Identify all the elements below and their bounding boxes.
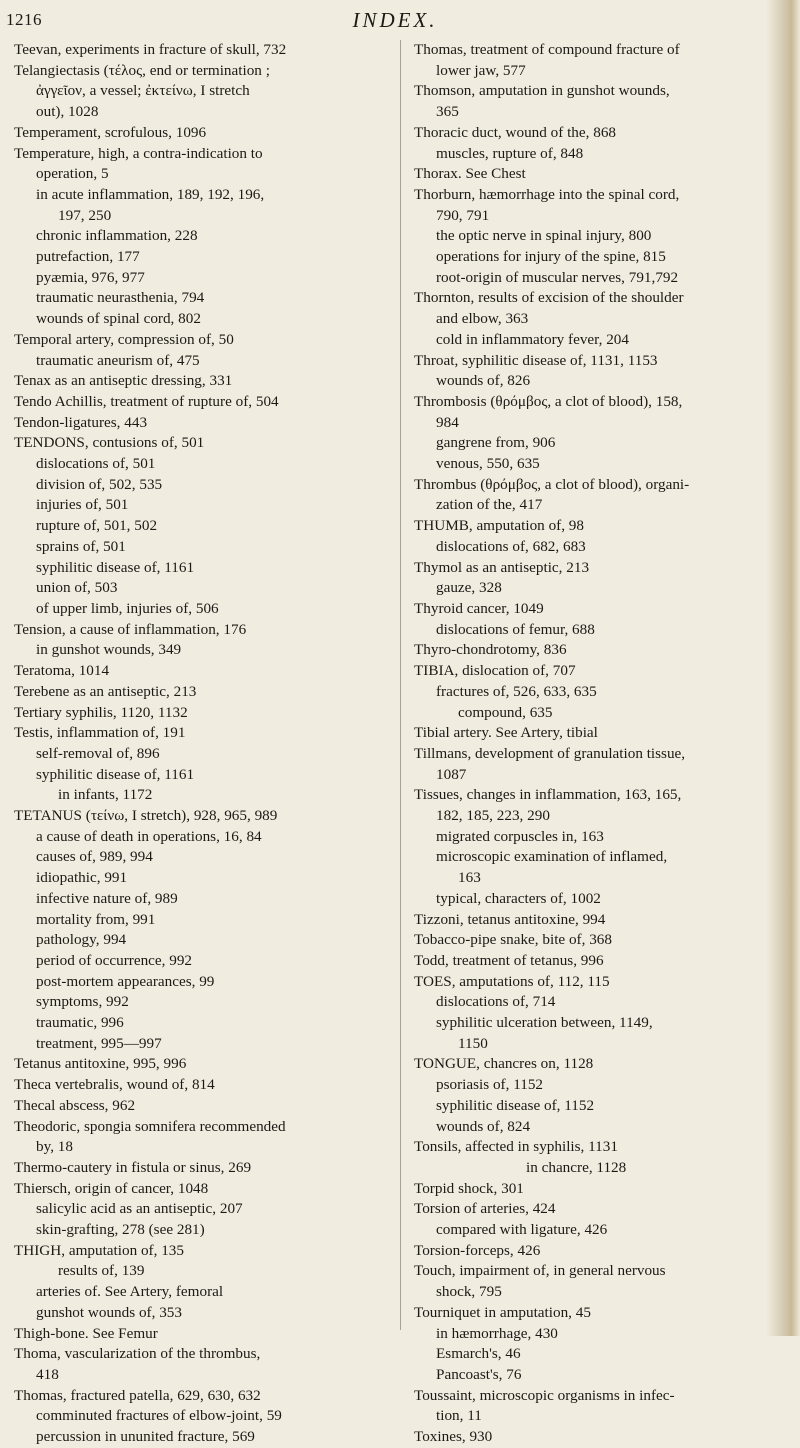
index-entry: lower jaw, 577: [436, 61, 526, 79]
index-entry: Throat, syphilitic disease of, 1131, 1153: [414, 351, 658, 369]
index-entry: Thiersch, origin of cancer, 1048: [14, 1179, 209, 1197]
index-entry: Tillmans, development of granulation tissue,: [414, 744, 686, 762]
index-entry: results of, 139: [58, 1262, 145, 1280]
index-entry: wounds of, 824: [436, 1117, 531, 1135]
index-entry: Thomas, treatment of compound fracture of: [414, 41, 680, 58]
index-entry: THUMB, amputation of, 98: [414, 517, 584, 535]
index-entry: pathology, 994: [36, 931, 127, 949]
index-entry: injuries of, 501: [36, 496, 129, 514]
index-entry: in hæmorrhage, 430: [436, 1324, 558, 1342]
index-entry: Pancoast's, 76: [436, 1366, 522, 1383]
index-entry: Thoracic duct, wound of the, 868: [414, 123, 617, 141]
index-entry: shock, 795: [436, 1283, 502, 1301]
index-entry: 984: [436, 413, 459, 431]
index-entry: operations for injury of the spine, 815: [436, 248, 666, 266]
index-entry: TOES, amputations of, 112, 115: [414, 972, 610, 990]
index-entry: compound, 635: [458, 703, 553, 721]
index-entry: Toxines, 930: [414, 1428, 493, 1446]
index-entry: dislocations of, 714: [436, 993, 556, 1011]
index-entry: Teevan, experiments in fracture of skull, 732: [14, 41, 287, 58]
index-entry: mortality from, 991: [36, 910, 156, 928]
index-entry: pyæmia, 976, 977: [36, 268, 145, 286]
page-title: INDEX.: [352, 8, 438, 32]
index-entry: 365: [436, 103, 459, 121]
index-entry: Terebene as an antiseptic, 213: [14, 682, 197, 700]
index-entry: migrated corpuscles in, 163: [436, 827, 604, 845]
index-entry: zation of the, 417: [436, 496, 543, 514]
index-entry: compared with ligature, 426: [436, 1221, 608, 1239]
index-entry: symptoms, 992: [36, 993, 129, 1011]
index-entry: post-mortem appearances, 99: [36, 972, 215, 990]
index-entry: Torsion-forceps, 426: [414, 1241, 541, 1259]
index-entry: Tibial artery. See Artery, tibial: [414, 724, 598, 742]
column-divider: [400, 40, 401, 1330]
index-entry: muscles, rupture of, 848: [436, 144, 584, 162]
index-entry: out), 1028: [36, 103, 99, 121]
index-entry: typical, characters of, 1002: [436, 889, 601, 907]
index-entry: TONGUE, chancres on, 1128: [414, 1055, 594, 1073]
index-entry: dislocations of femur, 688: [436, 620, 595, 638]
page-number: 1216: [6, 10, 42, 29]
index-entry: 163: [458, 869, 481, 887]
index-entry: skin-grafting, 278 (see 281): [36, 1221, 205, 1239]
index-entry: Teratoma, 1014: [14, 662, 110, 680]
index-entry: chronic inflammation, 228: [36, 227, 198, 245]
index-entry: Thecal abscess, 962: [14, 1096, 136, 1114]
index-entry: Thrombosis (θρόμβος, a clot of blood), 158,: [414, 392, 683, 410]
index-entry: a cause of death in operations, 16, 84: [36, 827, 262, 845]
binding-edge: [766, 0, 800, 1336]
index-entry: rupture of, 501, 502: [36, 517, 158, 535]
index-entry: ἀγγεῖον, a vessel; ἐκτείνω, I stretch: [36, 82, 250, 100]
index-entry: 1087: [436, 765, 467, 783]
index-entry: idiopathic, 991: [36, 869, 128, 887]
running-head: [0, 8, 760, 38]
index-entry: Temperament, scrofulous, 1096: [14, 123, 207, 141]
index-entry: Thyro-chondrotomy, 836: [414, 641, 567, 659]
index-entry: venous, 550, 635: [436, 455, 540, 473]
index-entry: TETANUS (τείνω, I stretch), 928, 965, 989: [14, 807, 278, 825]
index-entry: putrefaction, 177: [36, 248, 140, 266]
index-entry: Thorax. See Chest: [414, 165, 526, 183]
index-entry: dislocations of, 501: [36, 455, 156, 473]
index-entry: THIGH, amputation of, 135: [14, 1241, 184, 1259]
index-entry: Temporal artery, compression of, 50: [14, 330, 234, 348]
index-entry: Thrombus (θρόμβος, a clot of blood), organi-: [414, 475, 690, 493]
index-entry: 418: [36, 1366, 59, 1383]
index-entry: comminuted fractures of elbow-joint, 59: [36, 1407, 282, 1425]
index-entry: division of, 502, 535: [36, 475, 163, 493]
index-entry: self-removal of, 896: [36, 744, 160, 762]
index-entry: Tissues, changes in inflammation, 163, 165,: [414, 786, 682, 804]
index-entry: operation, 5: [36, 165, 109, 183]
index-entry: 197, 250: [58, 206, 112, 224]
index-entry: wounds of, 826: [436, 372, 531, 390]
index-entry: 790, 791: [436, 206, 490, 224]
index-entry: syphilitic disease of, 1152: [436, 1096, 595, 1114]
index-entry: traumatic, 996: [36, 1014, 124, 1032]
index-entry: Thermo-cautery in fistula or sinus, 269: [14, 1158, 252, 1176]
index-entry: salicylic acid as an antiseptic, 207: [36, 1200, 243, 1218]
index-entry: traumatic neurasthenia, 794: [36, 289, 205, 307]
index-entry: period of occurrence, 992: [36, 951, 193, 969]
index-entry: percussion in ununited fracture, 569: [36, 1428, 255, 1446]
index-entry: tion, 11: [436, 1407, 482, 1425]
index-entry: in acute inflammation, 189, 192, 196,: [36, 185, 265, 203]
index-entry: fractures of, 526, 633, 635: [436, 682, 597, 700]
index-entry: Testis, inflammation of, 191: [14, 724, 186, 742]
index-entry: Tertiary syphilis, 1120, 1132: [14, 703, 188, 721]
index-entry: treatment, 995—997: [36, 1034, 162, 1052]
index-entry: Thymol as an antiseptic, 213: [414, 558, 590, 576]
index-entry: Telangiectasis (τέλος, end or termination ;: [14, 61, 270, 79]
index-entry: Tonsils, affected in syphilis, 1131: [414, 1138, 618, 1156]
index-entry: syphilitic disease of, 1161: [36, 558, 195, 576]
index-entry: TIBIA, dislocation of, 707: [414, 662, 576, 680]
index-entry: Tetanus antitoxine, 995, 996: [14, 1055, 187, 1073]
index-entry: arteries of. See Artery, femoral: [36, 1283, 224, 1301]
index-entry: Tizzoni, tetanus antitoxine, 994: [414, 910, 606, 928]
index-entry: Tension, a cause of inflammation, 176: [14, 620, 247, 638]
index-entry: cold in inflammatory fever, 204: [436, 330, 629, 348]
index-entry: 182, 185, 223, 290: [436, 807, 550, 825]
index-entry: Theodoric, spongia somnifera recommended: [14, 1117, 286, 1135]
index-entry: syphilitic ulceration between, 1149,: [436, 1014, 653, 1032]
index-entry: 1150: [458, 1034, 488, 1052]
index-entry: Torpid shock, 301: [414, 1179, 524, 1197]
index-entry: causes of, 989, 994: [36, 848, 153, 866]
index-column-left: [14, 40, 394, 1448]
index-entry: root-origin of muscular nerves, 791,792: [436, 268, 679, 286]
index-entry: infective nature of, 989: [36, 889, 178, 907]
index-entry: Tourniquet in amputation, 45: [414, 1303, 591, 1321]
index-entry: wounds of spinal cord, 802: [36, 310, 201, 328]
index-entry: gauze, 328: [436, 579, 502, 597]
index-entry: Thomson, amputation in gunshot wounds,: [414, 82, 670, 100]
index-entry: Thoma, vascularization of the thrombus,: [14, 1345, 261, 1363]
index-entry: Toussaint, microscopic organisms in infec-: [414, 1386, 675, 1404]
index-entry: Thigh-bone. See Femur: [14, 1324, 158, 1342]
index-entry: union of, 503: [36, 579, 118, 597]
index-entry: Theca vertebralis, wound of, 814: [14, 1076, 215, 1094]
index-entry: Torsion of arteries, 424: [414, 1200, 556, 1218]
index-entry: Tobacco-pipe snake, bite of, 368: [414, 931, 612, 949]
index-entry: Tenax as an antiseptic dressing, 331: [14, 372, 233, 390]
index-entry: in infants, 1172: [58, 786, 153, 804]
index-entry: psoriasis of, 1152: [436, 1076, 544, 1094]
index-entry: dislocations of, 682, 683: [436, 537, 586, 555]
index-entry: the optic nerve in spinal injury, 800: [436, 227, 652, 245]
index-entry: Touch, impairment of, in general nervous: [414, 1262, 666, 1280]
index-entry: gangrene from, 906: [436, 434, 556, 452]
index-entry: Esmarch's, 46: [436, 1345, 521, 1363]
index-entry: in chancre, 1128: [526, 1158, 627, 1176]
index-entry: by, 18: [36, 1138, 73, 1156]
index-entry: Temperature, high, a contra-indication to: [14, 144, 263, 162]
index-entry: Tendon-ligatures, 443: [14, 413, 148, 431]
index-entry: of upper limb, injuries of, 506: [36, 599, 219, 617]
index-entry: Thyroid cancer, 1049: [414, 599, 544, 617]
index-entry: syphilitic disease of, 1161: [36, 765, 195, 783]
index-entry: Thornton, results of excision of the shoulder: [414, 289, 684, 307]
index-entry: in gunshot wounds, 349: [36, 641, 182, 659]
index-entry: gunshot wounds of, 353: [36, 1303, 182, 1321]
index-column-right: [414, 40, 770, 1448]
index-entry: microscopic examination of inflamed,: [436, 848, 668, 866]
index-entry: Tendo Achillis, treatment of rupture of, 504: [14, 392, 279, 410]
index-entry: Thorburn, hæmorrhage into the spinal cord,: [414, 185, 680, 203]
index-entry: traumatic aneurism of, 475: [36, 351, 200, 369]
index-entry: Todd, treatment of tetanus, 996: [414, 951, 604, 969]
index-entry: and elbow, 363: [436, 310, 529, 328]
index-entry: TENDONS, contusions of, 501: [14, 434, 205, 452]
index-entry: sprains of, 501: [36, 537, 126, 555]
index-entry: Thomas, fractured patella, 629, 630, 632: [14, 1386, 261, 1404]
